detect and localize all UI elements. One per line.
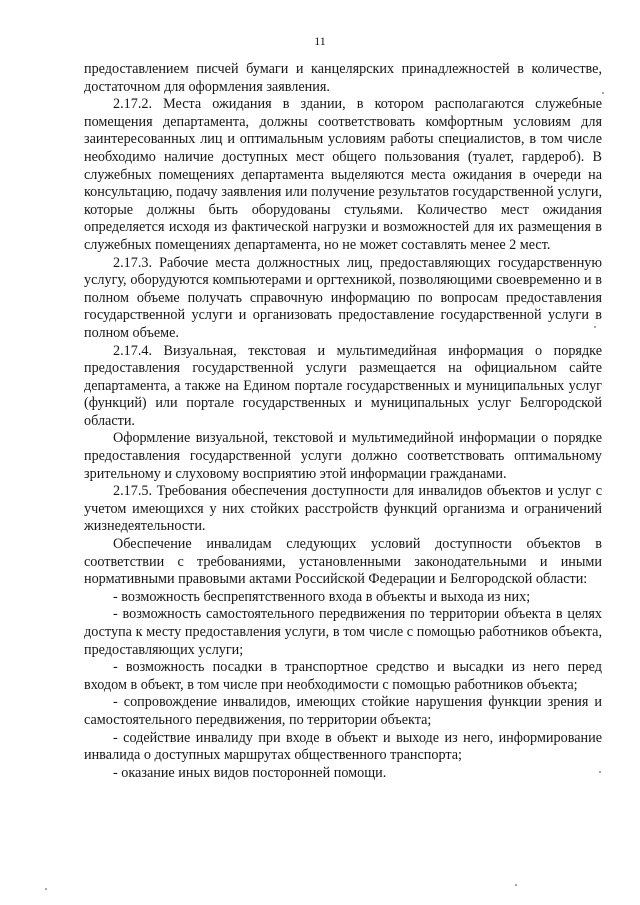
list-item-escort: - сопровождение инвалидов, имеющих стойкие нарушения функции зрения и самостоятельного передвижения, по территории объекта; — [84, 694, 602, 728]
paragraph-stationery-continuation: предоставлением писчей бумаги и канцелярских принадлежностей в количестве, достаточном для оформления заявления. — [84, 61, 602, 95]
paragraph-2-17-5: 2.17.5. Требования обеспечения доступности для инвалидов объектов и услуг с учетом имеющихся у них стойких расстройств функций организма и ограничений жизнедеятельности. — [84, 483, 602, 535]
paragraph-accessibility-conditions: Обеспечение инвалидам следующих условий доступности объектов в соответствии с требованиями, установленными законодательными и иными нормативными правовыми актами Российской Федерации и Белгородской области: — [84, 536, 602, 588]
document-body — [84, 61, 602, 782]
scan-speck — [515, 884, 517, 886]
paragraph-2-17-4: 2.17.4. Визуальная, текстовая и мультимедийная информация о порядке предоставления государственной услуги размещается на официальном сайте департамента, а также на Едином портале государственных и муниципальных услуг (функций) или портале государственных и муниципальных услуг Белгородской области. — [84, 342, 602, 429]
page-number: 11 — [314, 34, 326, 48]
paragraph-information-design: Оформление визуальной, текстовой и мультимедийной информации о порядке предоставления государственной услуги должно соответствовать оптимальному зрительному и слуховому восприятию этой информации гражданами. — [84, 430, 602, 482]
list-item-transport: - возможность посадки в транспортное средство и высадки из него перед входом в объект, в том числе при необходимости с помощью работников объекта; — [84, 659, 602, 693]
list-item-assistance-routes: - содействие инвалиду при входе в объект и выходе из него, информирование инвалида о доступных маршрутах общественного транспорта; — [84, 729, 602, 764]
list-item-other-help: - оказание иных видов посторонней помощи. — [113, 764, 387, 781]
paragraph-2-17-2: 2.17.2. Места ожидания в здании, в котором располагаются служебные помещения департамента, должны соответствовать комфортным условиям для заинтересованных лиц и оптимальным условиям работы специалистов, в том числе необходимо наличие доступных мест общего пользования (туалет, гардероб). В служебных помещениях департамента выделяются места ожидания в очереди на консультацию, подачу заявления или получение результатов государственной услуги, которые должны быть оборудованы стульями. Количество мест ожидания определяется исходя из фактической нагрузки и возможностей для их размещения в служебных помещениях департамента, но не может составлять менее 2 мест. — [84, 96, 602, 253]
paragraph-2-17-3: 2.17.3. Рабочие места должностных лиц, предоставляющих государственную услугу, оборудуются компьютерами и оргтехникой, позволяющими своевременно и в полном объеме получать справочную информацию по вопросам предоставления государственной услуги и организовать предоставление государственной услуги в полном объеме. — [84, 254, 602, 341]
scan-speck — [45, 888, 47, 890]
scan-speck — [599, 771, 601, 773]
list-item-movement: - возможность самостоятельного передвижения по территории объекта в целях доступа к месту предоставления услуги, в том числе с помощью работников объекта, предоставляющих услуги; — [84, 606, 602, 658]
scan-speck — [594, 326, 596, 328]
scan-speck — [602, 92, 604, 94]
list-item-entry-exit: - возможность беспрепятственного входа в объекты и выхода из них; — [113, 588, 531, 605]
